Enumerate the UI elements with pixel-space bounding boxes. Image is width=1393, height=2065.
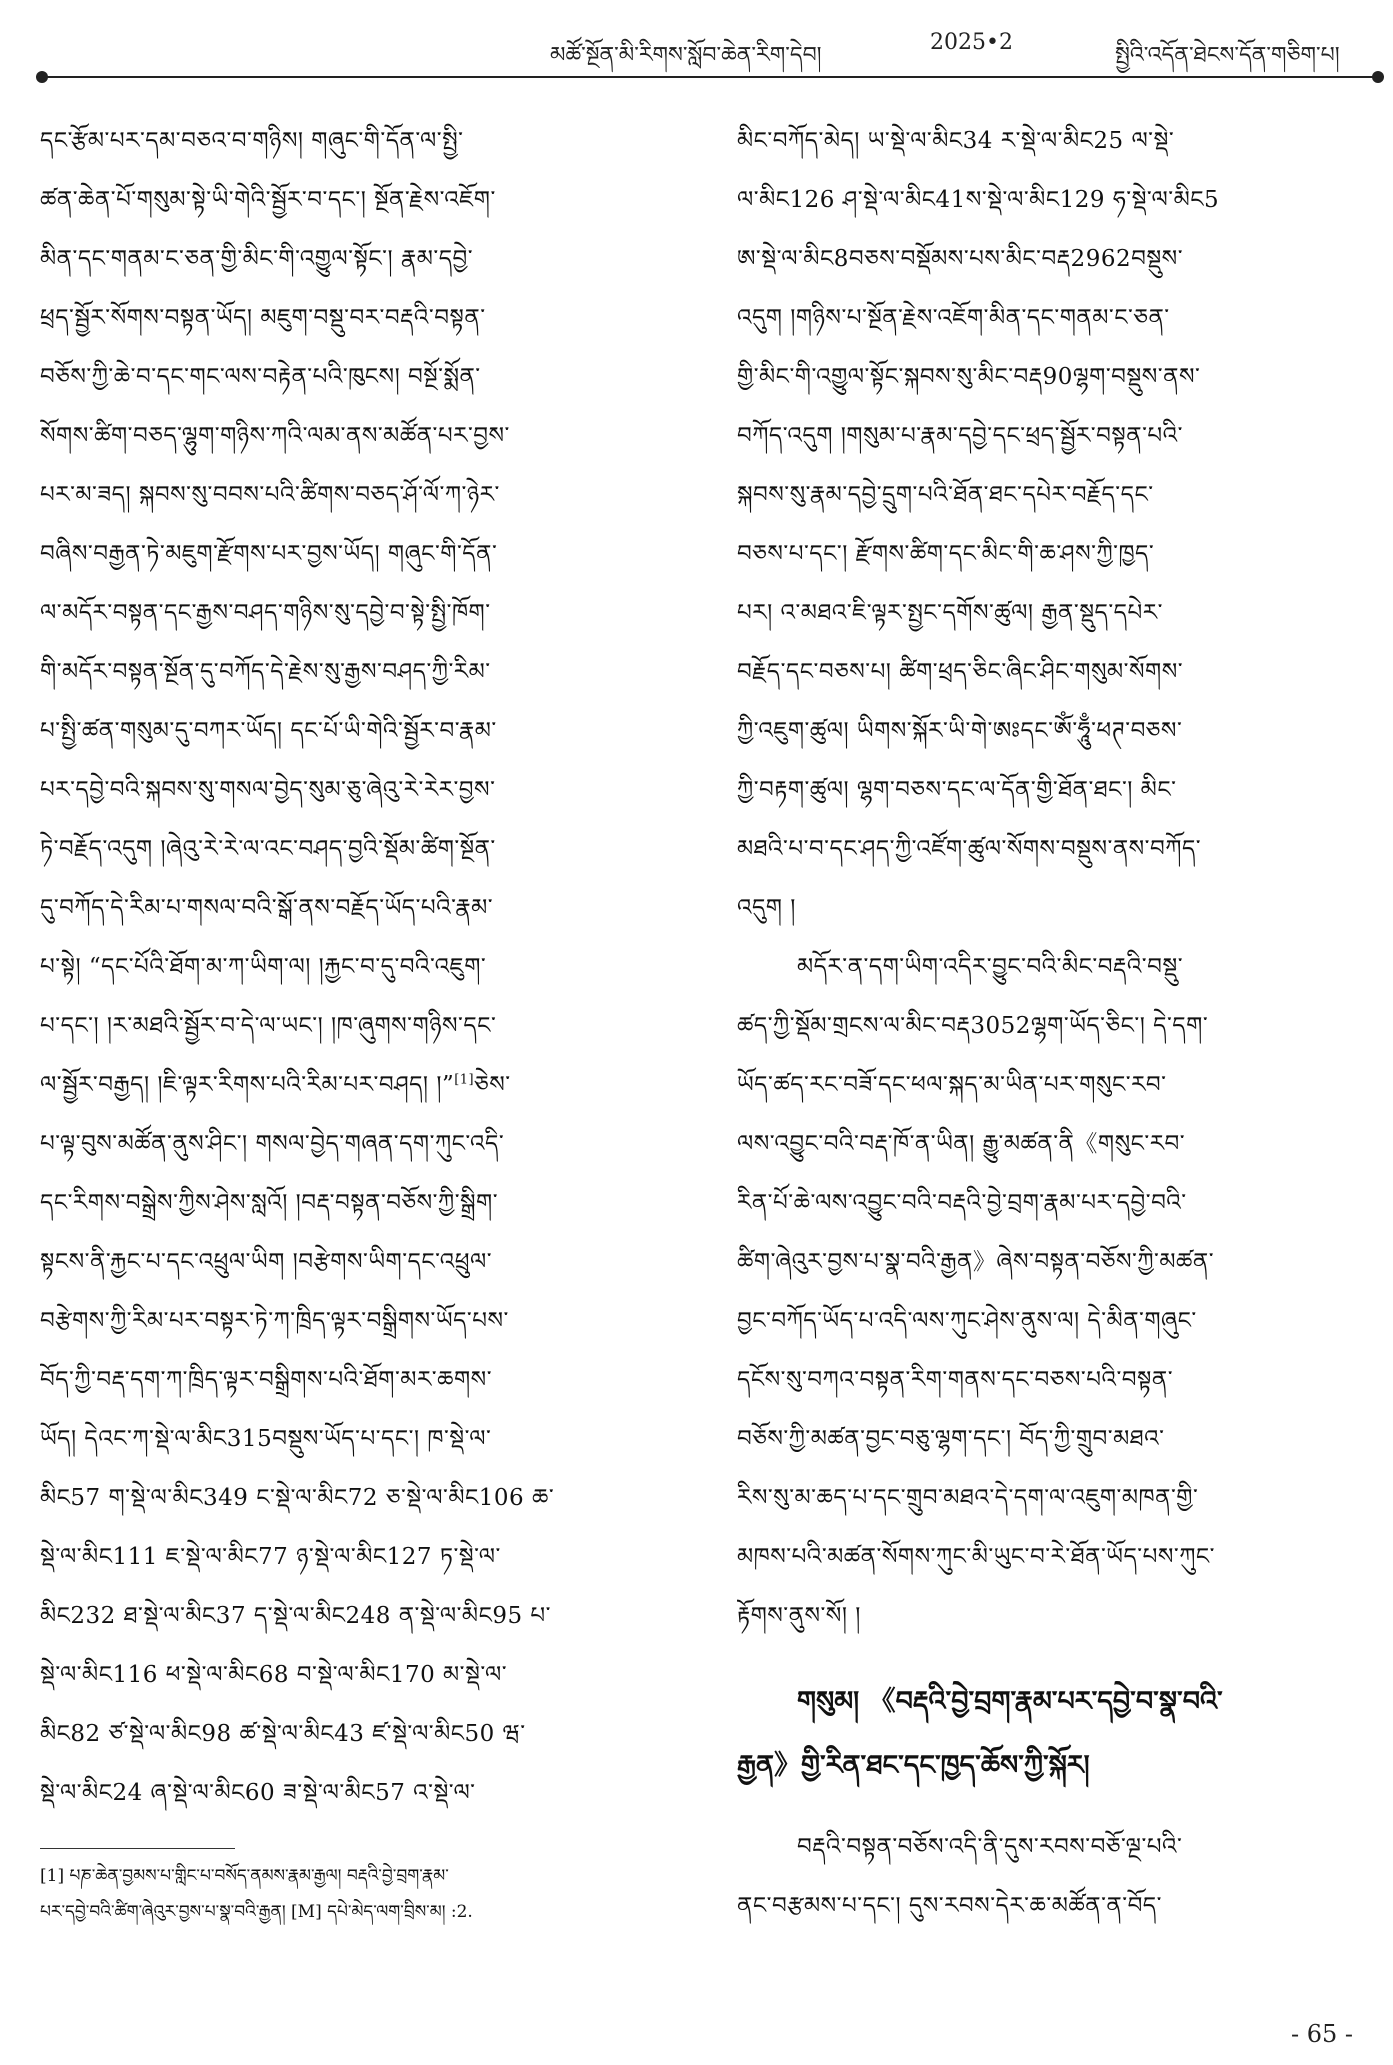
text-line: སྐབས་སུ་རྣམ་དབྱེ་དྲུག་པའི་ཐོན་ཐང་དཔེར་བརྗོད་དང་ — [737, 482, 1154, 508]
text-line: ཚད་ཀྱི་སྡོམ་གྲངས་ལ་མིང་བརྡ3052ལྷག་ཡོད་ཅིང་། དེ་དག་ — [737, 1013, 1209, 1039]
text-line: དང་རིགས་བསྒྲེས་ཀྱིས་ཤེས་སླའོ། །བརྡ་བསྟན་བཅོས་ཀྱི་སྒྲིག་ — [40, 1190, 499, 1216]
text-line: བཞིས་བརྒྱན་ཏེ་མཇུག་རྫོགས་པར་བྱས་ཡོད། གཞུང་གི་དོན་ — [40, 541, 498, 567]
text-line: ཀྱི་འཇུག་ཚུལ། ཡིགས་སྐོར་ཡི་གེ་ཨཿདང་ཨོཾ་ཧཱུྃ་ཕཊ་བཅས་ — [737, 718, 1183, 744]
text-line: སྡེ་ལ་མིང24 ཞ་སྡེ་ལ་མིང60 ཟ་སྡེ་ལ་མིང57 འ་སྡེ་ལ་ — [40, 1780, 476, 1806]
text-line: བཅོས་ཀྱི་ཆེ་བ་དང་གང་ལས་བརྟེན་པའི་ཁུངས། བསྔོ་སྨོན་ — [40, 364, 481, 390]
text-line: ལ་མདོར་བསྟན་དང་རྒྱས་བཤད་གཉིས་སུ་དབྱེ་བ་སྟེ་སྤྱི་ཁོག་ — [40, 600, 491, 626]
text-line: དངོས་སུ་བཀའ་བསྟན་རིག་གནས་དང་བཅས་པའི་བསྟན་ — [737, 1367, 1174, 1393]
text-line: པ་སྟེ། “དང་པོའི་ཐོག་མ་ཀ་ཡིག་ལ། །རྐྱང་བ་དུ་བའི་འཇུག་ — [40, 954, 487, 980]
section-title: སྤྱིའི་འདོན་ཐེངས་དོན་གཅིག་པ། — [1115, 43, 1340, 68]
text-line: བོད་ཀྱི་བརྡ་དག་ཀ་ཁྲིད་ལྟར་བསྒྲིགས་པའི་ཐོག་མར་ཆགས་ — [40, 1367, 493, 1393]
right-column — [737, 112, 1380, 1936]
text-line: བཀོད་འདུག །གསུམ་པ་རྣམ་དབྱེ་དང་ཕྲད་སྦྱོར་བསྟན་པའི་ — [737, 423, 1183, 449]
journal-title: མཚོ་སྔོན་མི་རིགས་སློབ་ཆེན་རིག་དེབ། — [550, 43, 822, 68]
heading-spacer — [737, 1798, 1380, 1818]
text-line: ལས་འབྱུང་བའི་བརྡ་ཁོ་ན་ཡིན། རྒྱུ་མཚན་ནི《གསུང་རབ་ — [737, 1131, 1186, 1157]
text-line: བཅོས་ཀྱི་མཚན་བྱང་བཅུ་ལྷག་དང་། བོད་ཀྱི་གྲུབ་མཐའ་ — [737, 1426, 1165, 1452]
text-line: པར་མ་ཟད། སྐབས་སུ་བབས་པའི་ཚིགས་བཅད་ཤོ་ལོ་ཀ་ཉེར་ — [40, 482, 500, 508]
text-line: བརྡའི་བསྟན་བཅོས་འདི་ནི་དུས་རབས་བཅོ་ལྔ་པའི་ — [797, 1834, 1183, 1860]
header-rule — [40, 76, 1380, 78]
text-line: མཐའི་པ་བ་དང་ཤད་ཀྱི་འཛོག་ཚུལ་སོགས་བསྡུས་ནས་བཀོད་ — [737, 836, 1202, 862]
page-number: - 65 - — [1290, 2020, 1353, 2048]
text-line: ཚིག་ཞེའུར་བྱས་པ་སྣ་བའི་རྒྱན》ཞེས་བསྟན་བཅོས་ཀྱི་མཚན་ — [737, 1249, 1215, 1275]
text-line: པ་ལྟ་བུས་མཚོན་ནུས་ཤིང་། གསལ་བྱེད་གཞན་དག་ཀུང་འདི་ — [40, 1131, 505, 1157]
text-line: བཅས་པ་དང་། རྫོགས་ཚིག་དང་མིང་གི་ཆ་ཤས་ཀྱི་ཁྱད་ — [737, 541, 1155, 567]
text-line: ཏེ་བརྗོད་འདུག །ཞེའུ་རེ་རེ་ལ་འང་བཤད་བྱའི་སྡོམ་ཚིག་སྔོན་ — [40, 836, 496, 862]
footnote-line: པར་དབྱེ་བའི་ཚིག་ཞེའུར་བྱས་པ་སྣ་བའི་རྒྱན། [M] དཔེ་མེད་ལག་བྲིས་མ། :2. — [40, 1902, 473, 1922]
text-line: རིས་སུ་མ་ཆད་པ་དང་གྲུབ་མཐའ་དེ་དག་ལ་འཇུག་མཁན་གྱི་ — [737, 1485, 1199, 1511]
text-line: མདོར་ན་དག་ཡིག་འདིར་བྱུང་བའི་མིང་བརྡའི་བསྡུ་ — [797, 954, 1184, 980]
left-column — [40, 112, 700, 1823]
text-line: གྱི་མིང་གི་འགྱུལ་སྟོང་སྐབས་སུ་མིང་བརྡ90ལྷག་བསྡུས་ནས་ — [737, 364, 1201, 390]
text-line: ཕྲད་སྦྱོར་སོགས་བསྟན་ཡོད། མཇུག་བསྡུ་བར་བརྡའི་བསྟན་ — [40, 305, 486, 331]
heading-spacer — [737, 1646, 1380, 1670]
header-rule-dot-left — [36, 71, 48, 83]
text-line: གི་མདོར་བསྟན་སྔོན་དུ་བཀོད་དེ་རྗེས་སུ་རྒྱས་བཤད་ཀྱི་རིམ་ — [40, 659, 491, 685]
section-heading-line: གསུམ། 《བརྡའི་བྱེ་བྲག་རྣམ་པར་དབྱེ་བ་སྣ་བའི་ — [797, 1686, 1223, 1717]
text-line: སྡེ་ལ་མིང116 ཕ་སྡེ་ལ་མིང68 བ་སྡེ་ལ་མིང170 མ་སྡེ་ལ་ — [40, 1662, 508, 1688]
citation-mark[interactable]: [1] — [454, 1072, 475, 1088]
text-line: སྟངས་ནི་རྐྱང་པ་དང་འཕྲུལ་ཡིག །བརྩེགས་ཡིག་དང་འཕྲུལ་ — [40, 1249, 493, 1275]
text-line: མིན་དང་གནམ་ང་ཅན་གྱི་མིང་གི་འགྱུལ་སྟོང་། རྣམ་དབྱེ་ — [40, 246, 474, 272]
text-line: རིན་པོ་ཆེ་ལས་འབྱུང་བའི་བརྡའི་བྱེ་བྲག་རྣམ་པར་དབྱེ་བའི་ — [737, 1190, 1187, 1216]
text-line: པར་དབྱེ་བའི་སྐབས་སུ་གསལ་བྱེད་སུམ་ཅུ་ཞེའུ་རེ་རེར་བྱས་ — [40, 777, 496, 803]
text-line: བརྩེགས་ཀྱི་རིམ་པར་བསྟར་ཏེ་ཀ་ཁྲིད་ལྟར་བསྒྲིགས་ཡོད་པས་ — [40, 1308, 509, 1334]
section-heading-line: རྒྱན》གྱི་རིན་ཐང་དང་ཁྱད་ཆོས་ཀྱི་སྐོར། — [737, 1750, 1090, 1781]
text-line: དུ་བཀོད་དེ་རིམ་པ་གསལ་བའི་སྒོ་ནས་བརྗོད་ཡོད་པའི་རྣམ་ — [40, 895, 494, 921]
text-line: སྡེ་ལ་མིང111 ཇ་སྡེ་ལ་མིང77 ཉ་སྡེ་ལ་མིང127 ཏ་སྡེ་ལ་ — [40, 1544, 501, 1570]
citation-tail: ཅེས་ — [474, 1072, 511, 1098]
text-line: ཨ་སྡེ་ལ་མིང8བཅས་བསྡོམས་པས་མིང་བརྡ2962བསྡུས་ — [737, 246, 1184, 272]
text-line: ནང་བརྩམས་པ་དང་། དུས་རབས་དེར་ཆ་མཚོན་ན་བོད་ — [737, 1893, 1162, 1919]
text-line: ཚན་ཆེན་པོ་གསུམ་སྟེ་ཡི་གེའི་སྦྱོར་བ་དང་། སྔོན་རྗེས་འཇོག་ — [40, 187, 496, 213]
text-line: ཀྱི་བརྟག་ཚུལ། ལྷག་བཅས་དང་ལ་དོན་གྱི་ཐོན་ཐང་། མིང་ — [737, 777, 1177, 803]
text-line: མིང82 ཙ་སྡེ་ལ་མིང98 ཚ་སྡེ་ལ་མིང43 ཛ་སྡེ་ལ་མིང50 ཝ་ — [40, 1721, 526, 1747]
quote-end: ལ་སྦྱོར་བརྒྱད། །ཇི་ལྟར་རིགས་པའི་རིམ་པར་བཤད། །” — [40, 1072, 455, 1098]
running-header — [40, 0, 1380, 80]
text-line: ཡོད། དེའང་ཀ་སྡེ་ལ་མིང315བསྡུས་ཡོད་པ་དང་། ཁ་སྡེ་ལ་ — [40, 1426, 492, 1452]
text-line: རྟོགས་ནུས་སོ། ། — [737, 1603, 861, 1629]
issue-number: 2025•2 — [930, 30, 1013, 55]
header-rule-dot-right — [1372, 71, 1384, 83]
text-line: ཡོད་ཚད་རང་བཟོ་དང་ཕལ་སྐད་མ་ཡིན་པར་གསུང་རབ་ — [737, 1072, 1167, 1098]
text-line: བྱང་བཀོད་ཡོད་པ་འདི་ལས་ཀུང་ཤེས་ནུས་ལ། དེ་མིན་གཞུང་ — [737, 1308, 1197, 1334]
text-line-with-citation — [40, 1056, 700, 1115]
text-line: དང་རྩོམ་པར་དམ་བཅའ་བ་གཉིས། གཞུང་གི་དོན་ལ་སྤྱི་ — [40, 128, 464, 154]
text-line: འདུག ། — [737, 895, 796, 921]
text-line: ལ་མིང126 ཤ་སྡེ་ལ་མིང41ས་སྡེ་ལ་མིང129 ཧ་སྡེ་ལ་མིང5 — [737, 187, 1220, 213]
text-line: མིང232 ཐ་སྡེ་ལ་མིང37 ད་སྡེ་ལ་མིང248 ན་སྡེ་ལ་མིང95 པ་ — [40, 1603, 551, 1629]
footnote — [40, 1858, 700, 1930]
text-line: སོགས་ཚིག་བཅད་ལྷུག་གཉིས་ཀའི་ལམ་ནས་མཚོན་པར་བྱས་ — [40, 423, 510, 449]
text-line: མིང57 ག་སྡེ་ལ་མིང349 ང་སྡེ་ལ་མིང72 ཅ་སྡེ་ལ་མིང106 ཆ་ — [40, 1485, 555, 1511]
text-line: པ་སྤྱི་ཚན་གསུམ་དུ་བཀར་ཡོད། དང་པོ་ཡི་གེའི་སྦྱོར་བ་རྣམ་ — [40, 718, 497, 744]
footnote-line: [1] པཎ་ཆེན་བྱམས་པ་གླིང་པ་བསོད་ནམས་རྣམ་རྒྱལ། བརྡའི་བྱེ་བྲག་རྣམ་ — [40, 1866, 449, 1886]
text-line: བརྗོད་དང་བཅས་པ། ཚིག་ཕྲད་ཅིང་ཞིང་ཤིང་གསུམ་སོགས་ — [737, 659, 1184, 685]
text-line: པ་དང་། །ར་མཐའི་སྦྱོར་བ་དེ་ལ་ཡང་། །ཁ་ཞུགས་གཉིས་དང་ — [40, 1013, 497, 1039]
footnote-rule — [40, 1848, 235, 1849]
text-line: པར། འ་མཐའ་ཇི་ལྟར་སྤྱང་དགོས་ཚུལ། རྒྱན་སྡུད་དཔེར་ — [737, 600, 1163, 626]
text-line: མིང་བཀོད་མེད། ཡ་སྡེ་ལ་མིང34 ར་སྡེ་ལ་མིང25 ལ་སྡེ་ — [737, 128, 1175, 154]
text-line: འདུག །གཉིས་པ་སྔོན་རྗེས་འཇོག་མིན་དང་གནམ་ང་ཅན་ — [737, 305, 1170, 331]
text-line: མཁས་པའི་མཚན་སོགས་ཀུང་མི་ཡུང་བ་རེ་ཐོན་ཡོད་པས་ཀུང་ — [737, 1544, 1215, 1570]
